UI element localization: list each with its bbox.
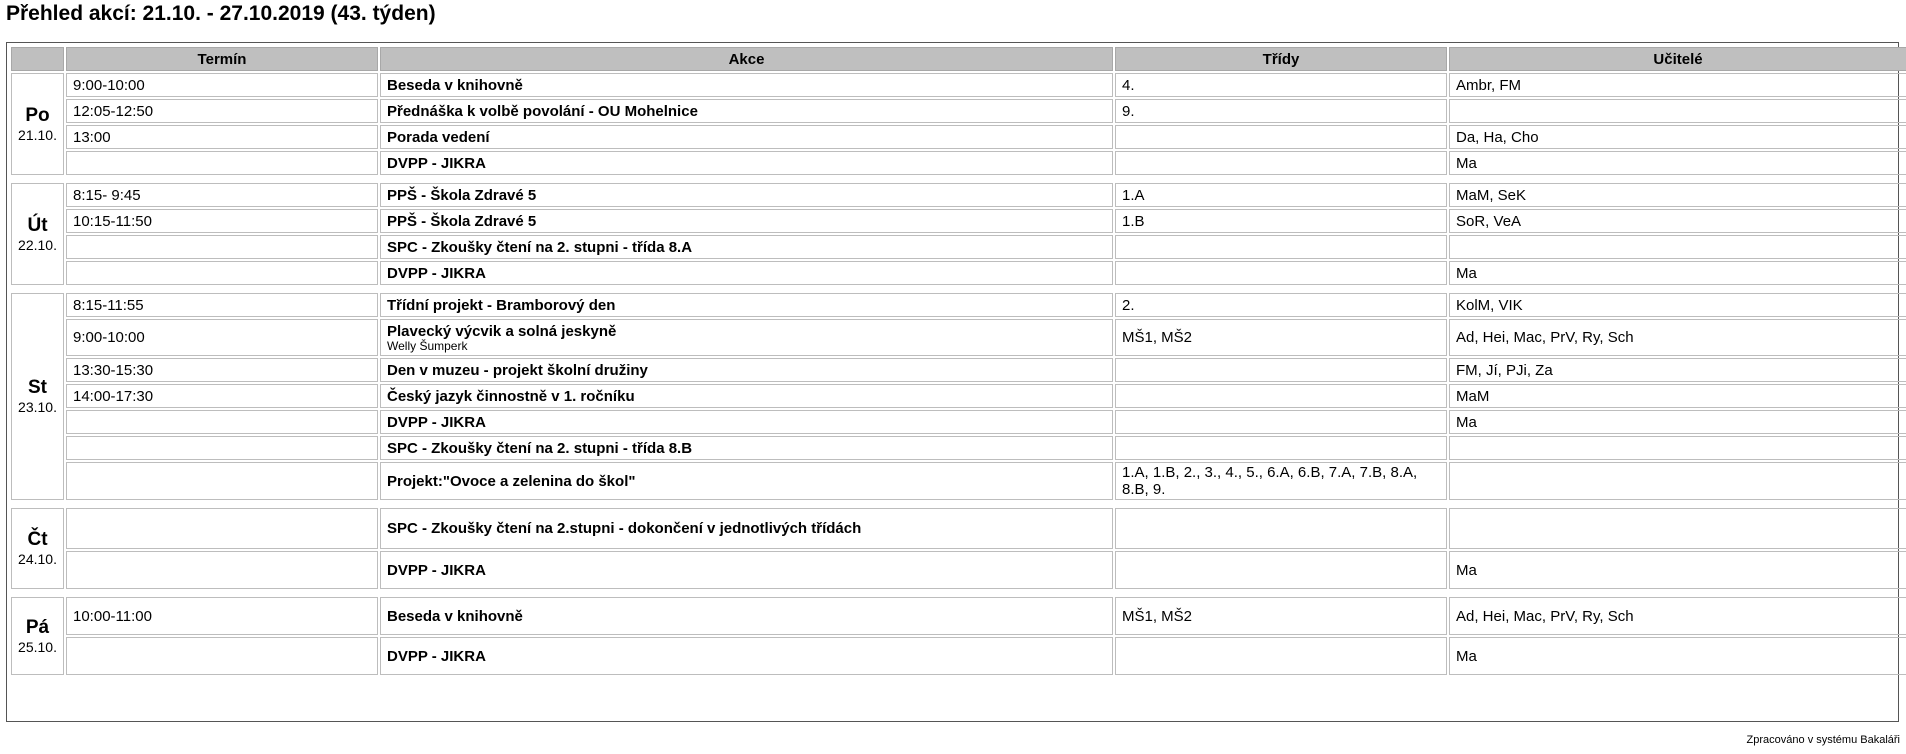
action-title: Beseda v knihovně (387, 76, 523, 94)
day-name: Po (25, 104, 50, 126)
table-row (11, 293, 1906, 317)
classes-cell: 2. (1115, 293, 1447, 317)
action-cell (380, 637, 1113, 675)
classes-cell (1115, 551, 1447, 589)
day-date: 22.10. (18, 236, 57, 253)
teachers-cell: Ad, Hei, Mac, PrV, Ry, Sch (1449, 597, 1906, 635)
events-table (9, 45, 1906, 677)
table-row (11, 151, 1906, 175)
teachers-cell: FM, Jí, PJi, Za (1449, 358, 1906, 382)
header-teachers: Učitelé (1449, 47, 1906, 71)
term-cell: 10:15-11:50 (66, 209, 378, 233)
term-cell: 8:15-11:55 (66, 293, 378, 317)
action-cell (380, 358, 1113, 382)
action-title: SPC - Zkoušky čtení na 2. stupni - třída 8.B (387, 439, 693, 457)
term-cell: 10:00-11:00 (66, 597, 378, 635)
classes-cell (1115, 235, 1447, 259)
action-cell (380, 183, 1113, 207)
action-title: DVPP - JIKRA (387, 647, 486, 665)
action-title: Porada vedení (387, 128, 490, 146)
action-cell (380, 462, 1113, 500)
action-title: DVPP - JIKRA (387, 413, 486, 431)
term-cell: 13:30-15:30 (66, 358, 378, 382)
table-row (11, 73, 1906, 97)
day-separator (11, 177, 1906, 181)
action-cell (380, 261, 1113, 285)
classes-cell (1115, 125, 1447, 149)
classes-cell: 1.A (1115, 183, 1447, 207)
table-row (11, 462, 1906, 500)
day-separator (11, 591, 1906, 595)
term-cell: 8:15- 9:45 (66, 183, 378, 207)
page-title: Přehled akcí: 21.10. - 27.10.2019 (43. týden) (6, 2, 436, 25)
classes-cell: MŠ1, MŠ2 (1115, 319, 1447, 356)
classes-cell (1115, 637, 1447, 675)
table-row (11, 319, 1906, 356)
term-cell (66, 235, 378, 259)
table-row (11, 99, 1906, 123)
day-name: Pá (25, 616, 50, 638)
table-row (11, 597, 1906, 635)
term-cell (66, 151, 378, 175)
classes-cell: 1.A, 1.B, 2., 3., 4., 5., 6.A, 6.B, 7.A, 7.B, 8.A, 8.B, 9. (1115, 462, 1447, 500)
action-cell (380, 73, 1113, 97)
classes-cell: 9. (1115, 99, 1447, 123)
action-cell (380, 293, 1113, 317)
teachers-cell: Ma (1449, 410, 1906, 434)
day-cell (11, 508, 64, 589)
term-cell (66, 508, 378, 549)
teachers-cell (1449, 462, 1906, 500)
day-date: 23.10. (18, 399, 57, 415)
action-title: Beseda v knihovně (387, 607, 523, 625)
teachers-cell: Ad, Hei, Mac, PrV, Ry, Sch (1449, 319, 1906, 356)
teachers-cell: SoR, VeA (1449, 209, 1906, 233)
action-title: DVPP - JIKRA (387, 561, 486, 579)
table-row (11, 508, 1906, 549)
day-name: Út (27, 214, 48, 236)
teachers-cell: Ma (1449, 261, 1906, 285)
action-cell (380, 551, 1113, 589)
table-row (11, 410, 1906, 434)
table-row (11, 384, 1906, 408)
action-cell (380, 508, 1113, 549)
table-row (11, 125, 1906, 149)
action-title: DVPP - JIKRA (387, 264, 486, 282)
classes-cell (1115, 410, 1447, 434)
classes-cell: 1.B (1115, 209, 1447, 233)
teachers-cell (1449, 99, 1906, 123)
classes-cell (1115, 358, 1447, 382)
action-cell (380, 597, 1113, 635)
day-separator (11, 502, 1906, 506)
action-cell (380, 125, 1113, 149)
classes-cell: MŠ1, MŠ2 (1115, 597, 1447, 635)
action-title: SPC - Zkoušky čtení na 2. stupni - třída 8.A (387, 238, 693, 256)
term-cell: 9:00-10:00 (66, 73, 378, 97)
teachers-cell: Da, Ha, Cho (1449, 125, 1906, 149)
table-row (11, 551, 1906, 589)
classes-cell (1115, 151, 1447, 175)
action-cell (380, 209, 1113, 233)
teachers-cell: MaM, SeK (1449, 183, 1906, 207)
header-day (11, 47, 64, 71)
action-cell (380, 410, 1113, 434)
day-name: St (28, 377, 47, 398)
term-cell (66, 410, 378, 434)
table-row (11, 183, 1906, 207)
term-cell: 9:00-10:00 (66, 319, 378, 356)
action-title: Třídní projekt - Bramborový den (387, 296, 616, 314)
action-title: SPC - Zkoušky čtení na 2.stupni - dokončení v jednotlivých třídách (387, 520, 862, 537)
footer-credit: Zpracováno v systému Bakaláři (1746, 734, 1900, 746)
classes-cell: 4. (1115, 73, 1447, 97)
table-row (11, 209, 1906, 233)
header-term: Termín (66, 47, 378, 71)
teachers-cell (1449, 436, 1906, 460)
events-body (11, 73, 1906, 675)
action-title: Český jazyk činnostně v 1. ročníku (387, 387, 635, 405)
header-classes: Třídy (1115, 47, 1447, 71)
teachers-cell: Ma (1449, 637, 1906, 675)
term-cell (66, 436, 378, 460)
action-title: DVPP - JIKRA (387, 154, 486, 172)
action-note: Welly Šumperk (387, 338, 468, 353)
action-cell (380, 99, 1113, 123)
day-date: 21.10. (18, 126, 57, 143)
teachers-cell (1449, 508, 1906, 549)
term-cell (66, 462, 378, 500)
day-separator (11, 287, 1906, 291)
classes-cell (1115, 261, 1447, 285)
action-cell (380, 151, 1113, 175)
action-cell (380, 384, 1113, 408)
term-cell: 12:05-12:50 (66, 99, 378, 123)
action-title: PPŠ - Škola Zdravé 5 (387, 186, 537, 204)
action-title: Den v muzeu - projekt školní družiny (387, 361, 648, 379)
day-cell (11, 73, 64, 175)
teachers-cell: KolM, VIK (1449, 293, 1906, 317)
term-cell (66, 637, 378, 675)
teachers-cell: Ma (1449, 551, 1906, 589)
day-cell (11, 597, 64, 675)
teachers-cell: MaM (1449, 384, 1906, 408)
action-cell (380, 436, 1113, 460)
day-cell (11, 293, 64, 500)
action-title: PPŠ - Škola Zdravé 5 (387, 212, 537, 230)
term-cell (66, 261, 378, 285)
day-date: 25.10. (18, 638, 57, 655)
day-date: 24.10. (18, 551, 57, 567)
term-cell: 14:00-17:30 (66, 384, 378, 408)
action-cell (380, 235, 1113, 259)
teachers-cell: Ma (1449, 151, 1906, 175)
table-row (11, 358, 1906, 382)
action-title: Plavecký výcvik a solná jeskyně (387, 322, 617, 340)
teachers-cell: Ambr, FM (1449, 73, 1906, 97)
table-row (11, 261, 1906, 285)
classes-cell (1115, 508, 1447, 549)
header-action: Akce (380, 47, 1113, 71)
action-cell (380, 319, 1113, 356)
action-title: Přednáška k volbě povolání - OU Mohelnice (387, 102, 698, 120)
table-row (11, 235, 1906, 259)
events-table-frame (6, 42, 1899, 722)
term-cell (66, 551, 378, 589)
teachers-cell (1449, 235, 1906, 259)
table-row (11, 436, 1906, 460)
action-title: Projekt:"Ovoce a zelenina do škol" (387, 472, 636, 490)
table-row (11, 637, 1906, 675)
day-cell (11, 183, 64, 285)
day-name: Čt (27, 529, 48, 550)
classes-cell (1115, 436, 1447, 460)
term-cell: 13:00 (66, 125, 378, 149)
classes-cell (1115, 384, 1447, 408)
